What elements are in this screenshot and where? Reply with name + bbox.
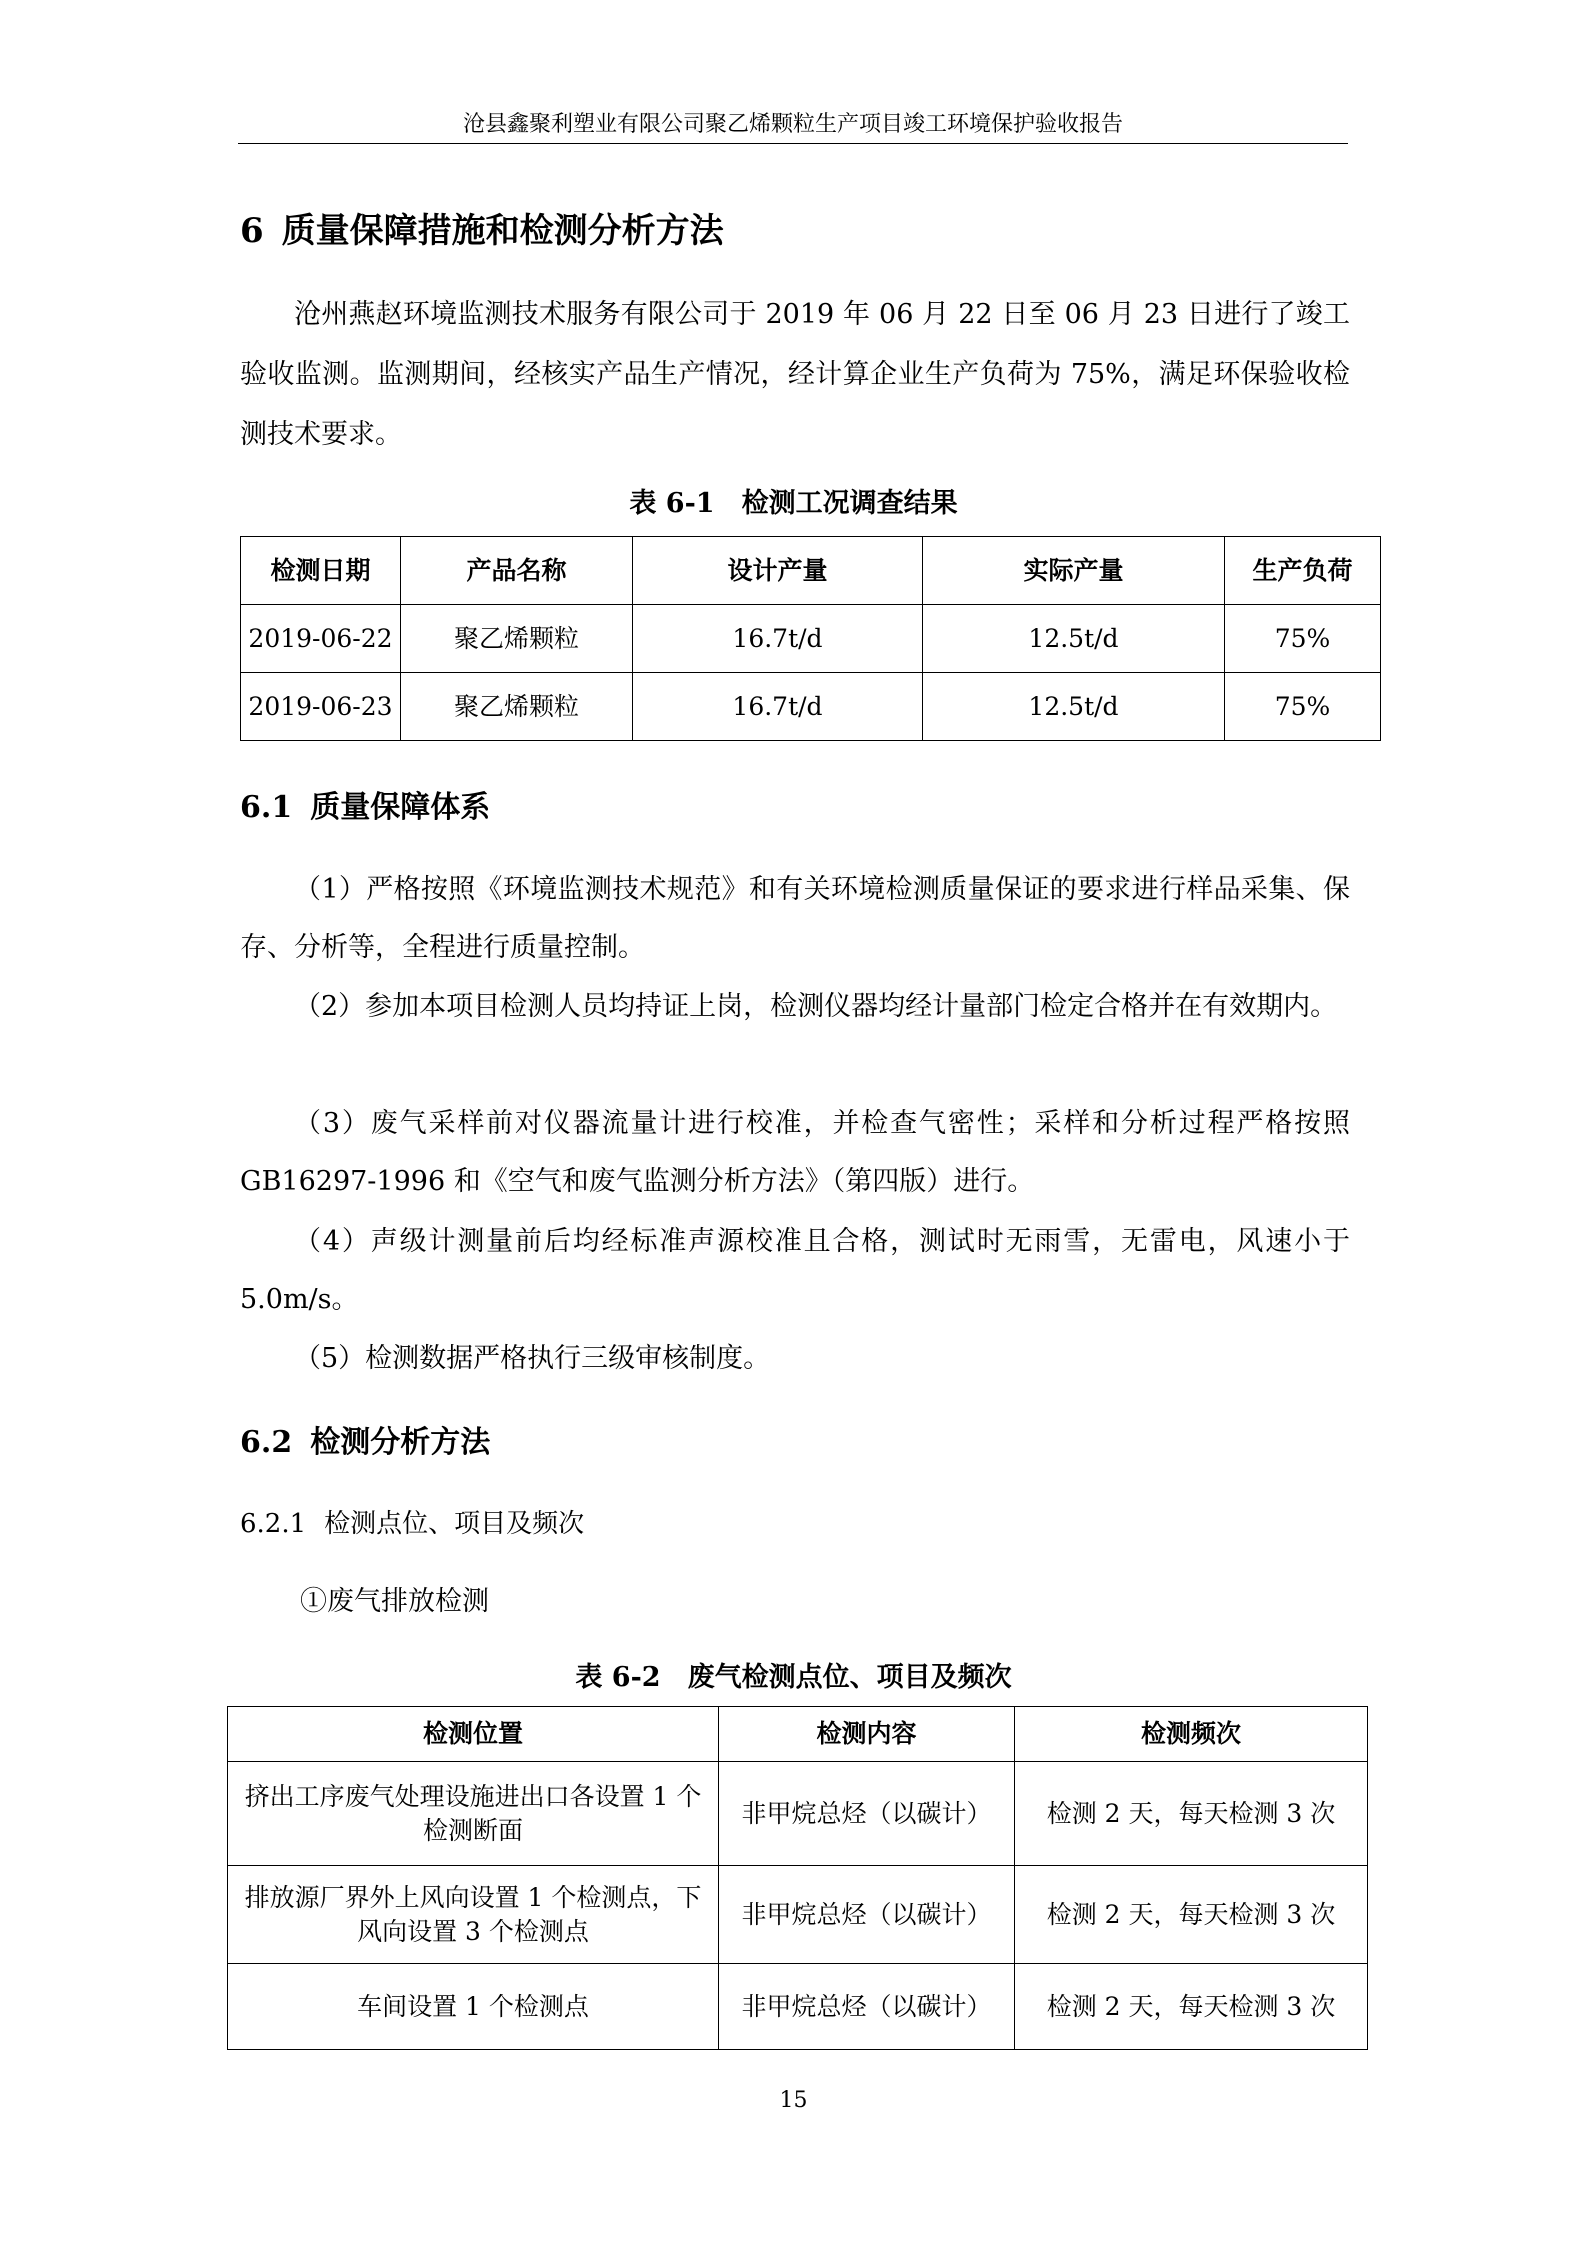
table-6-2-caption: 表 6-2 废气检测点位、项目及频次 xyxy=(575,1662,1012,1693)
table-cell: 聚乙烯颗粒 xyxy=(401,605,633,673)
table-cell: 检测 2 天，每天检测 3 次 xyxy=(1015,1762,1368,1866)
section-6-intro: 沧州燕赵环境监测技术服务有限公司于 2019 年 06 月 22 日至 06 月 23 日进行了竣工验收监测。监测期间，经核实产品生产情况，经计算企业生产负荷为 75%，满足环保验收检测技术要求。 xyxy=(240,299,1350,450)
running-header: 沧县鑫聚利塑业有限公司聚乙烯颗粒生产项目竣工环境保护验收报告 xyxy=(462,112,1123,137)
table-row xyxy=(228,1762,1368,1866)
quality-item-4: （4）声级计测量前后均经标准声源校准且合格，测试时无雨雪，无雷电，风速小于 5.0m/s。 xyxy=(240,1226,1350,1315)
table-cell: 75% xyxy=(1225,673,1381,741)
table-row xyxy=(228,1964,1368,2050)
subsection-title: 检测点位、项目及频次 xyxy=(324,1509,585,1539)
header-cell-product: 产品名称 xyxy=(401,537,633,605)
table-cell: 排放源厂界外上风向设置 1 个检测点，下风向设置 3 个检测点 xyxy=(228,1866,719,1964)
table-header-row xyxy=(228,1707,1368,1762)
table-cell: 16.7t/d xyxy=(633,605,923,673)
header-cell-actual-output: 实际产量 xyxy=(923,537,1225,605)
table-cell: 聚乙烯颗粒 xyxy=(401,673,633,741)
header-cell-location: 检测位置 xyxy=(228,1707,719,1762)
table-6-1-caption: 表 6-1 检测工况调查结果 xyxy=(629,488,958,519)
header-cell-content: 检测内容 xyxy=(719,1707,1015,1762)
table-cell: 16.7t/d xyxy=(633,673,923,741)
section-title: 质量保障体系 xyxy=(310,790,491,825)
table-cell: 非甲烷总烃（以碳计） xyxy=(719,1762,1015,1866)
table-cell: 挤出工序废气处理设施进出口各设置 1 个检测断面 xyxy=(228,1762,719,1866)
section-number: 6.1 xyxy=(240,790,293,825)
table-cell: 检测 2 天，每天检测 3 次 xyxy=(1015,1866,1368,1964)
header-cell-design-output: 设计产量 xyxy=(633,537,923,605)
header-cell-frequency: 检测频次 xyxy=(1015,1707,1368,1762)
quality-item-2: （2）参加本项目检测人员均持证上岗，检测仪器均经计量部门检定合格并在有效期内。 xyxy=(294,991,1338,1022)
table-cell: 非甲烷总烃（以碳计） xyxy=(719,1866,1015,1964)
section-6-heading xyxy=(240,208,724,254)
table-row xyxy=(241,605,1381,673)
page-number: 15 xyxy=(779,2088,808,2113)
table-cell: 检测 2 天，每天检测 3 次 xyxy=(1015,1964,1368,2050)
section-title: 质量保障措施和检测分析方法 xyxy=(281,211,724,251)
table-cell: 12.5t/d xyxy=(923,673,1225,741)
table-6-1 xyxy=(240,536,1381,741)
table-cell: 2019-06-23 xyxy=(241,673,401,741)
table-row xyxy=(241,673,1381,741)
subsection-6-2-1-heading xyxy=(240,1506,584,1542)
header-cell-load: 生产负荷 xyxy=(1225,537,1381,605)
section-number: 6.2 xyxy=(240,1425,293,1460)
table-cell: 车间设置 1 个检测点 xyxy=(228,1964,719,2050)
section-6-1-heading xyxy=(240,787,490,829)
table-cell: 75% xyxy=(1225,605,1381,673)
section-number: 6 xyxy=(240,211,264,251)
table-row xyxy=(228,1866,1368,1964)
header-cell-date: 检测日期 xyxy=(241,537,401,605)
table-6-2 xyxy=(227,1706,1368,2050)
table-cell: 非甲烷总烃（以碳计） xyxy=(719,1964,1015,2050)
quality-item-1: （1）严格按照《环境监测技术规范》和有关环境检测质量保证的要求进行样品采集、保存、分析等，全程进行质量控制。 xyxy=(240,874,1350,963)
subsection-number: 6.2.1 xyxy=(240,1509,307,1539)
table-cell: 2019-06-22 xyxy=(241,605,401,673)
section-6-2-heading xyxy=(240,1422,490,1464)
quality-item-5: （5）检测数据严格执行三级审核制度。 xyxy=(294,1343,771,1374)
table-cell: 12.5t/d xyxy=(923,605,1225,673)
quality-item-3: （3）废气采样前对仪器流量计进行校准，并检查气密性；采样和分析过程严格按照 GB16297-1996 和《空气和废气监测分析方法》（第四版）进行。 xyxy=(240,1108,1350,1197)
header-rule xyxy=(238,143,1348,144)
waste-gas-item: ①废气排放检测 xyxy=(300,1586,489,1617)
section-title: 检测分析方法 xyxy=(310,1425,491,1460)
table-header-row xyxy=(241,537,1381,605)
